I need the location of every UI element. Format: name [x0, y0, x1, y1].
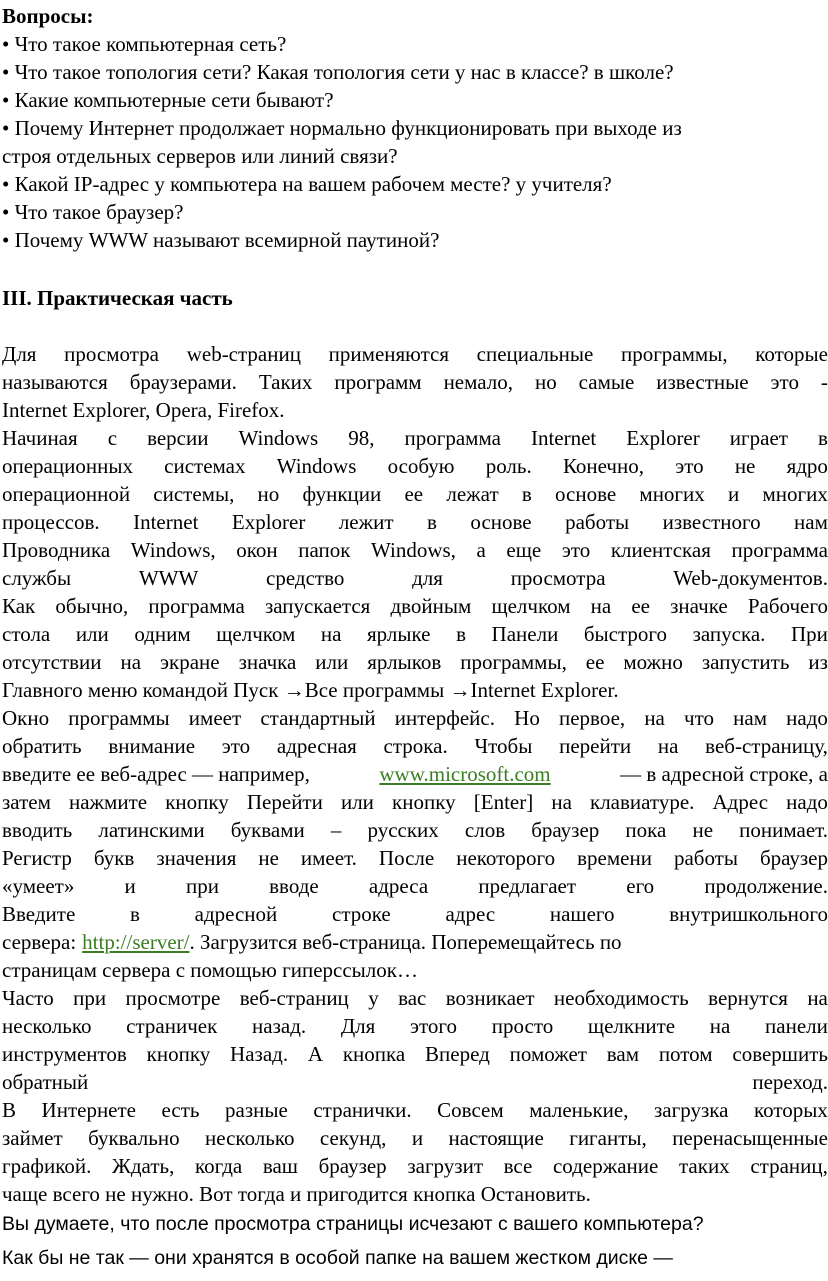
word: переход.	[752, 1070, 828, 1094]
word: окон	[236, 538, 278, 562]
word: просмотра	[64, 342, 160, 366]
word: службы	[2, 566, 72, 590]
word: интерфейс.	[394, 706, 495, 730]
word: латинскими	[98, 818, 205, 842]
word: операционной	[2, 482, 131, 506]
word: когда	[194, 1154, 243, 1178]
word: Вперед	[425, 1042, 490, 1066]
word: щелчком	[216, 622, 296, 646]
word: называются	[2, 370, 108, 394]
word: Рабочего	[747, 594, 828, 618]
word: многих	[762, 482, 828, 506]
word: стандартный	[260, 706, 376, 730]
word: не	[692, 818, 714, 842]
word: программа	[404, 426, 501, 450]
paragraph-line	[2, 704, 828, 732]
word: страничек	[126, 1014, 218, 1038]
word: буквами	[230, 818, 305, 842]
word: секунд,	[319, 1126, 387, 1150]
word: лежат	[446, 482, 499, 506]
word: немало,	[443, 370, 514, 394]
word: самые	[578, 370, 635, 394]
paragraph-line	[2, 732, 828, 760]
word: а	[476, 538, 486, 562]
question-item: • Что такое браузер?	[2, 200, 184, 224]
word: основе	[554, 482, 617, 506]
word: некоторого	[456, 846, 556, 870]
paragraph-line	[2, 1068, 828, 1096]
word: просто	[491, 1014, 554, 1038]
word: и	[728, 482, 740, 506]
word: графикой.	[2, 1154, 92, 1178]
paragraph-line	[2, 1040, 828, 1068]
word: можно	[623, 650, 683, 674]
word: в	[818, 426, 828, 450]
word: При	[791, 622, 828, 646]
paragraph-line: чаще всего не нужно. Вот тогда и пригодится кнопка Остановить.	[2, 1182, 591, 1206]
word: займет	[2, 1126, 63, 1150]
word: несколько	[205, 1126, 295, 1150]
paragraph-line	[2, 368, 828, 396]
word: содержание	[552, 1154, 659, 1178]
word: на	[320, 622, 342, 646]
question-item: • Почему WWW называют всемирной паутиной?	[2, 228, 440, 252]
paragraph-line	[2, 340, 828, 368]
word: А	[307, 1042, 324, 1066]
word: ее	[585, 650, 605, 674]
paragraph-line	[2, 872, 828, 900]
word: ваш	[262, 1154, 298, 1178]
word: Для	[340, 1014, 376, 1038]
word: значка	[238, 650, 297, 674]
word: гиганты,	[569, 1126, 647, 1150]
microsoft-link[interactable]: www.microsoft.com	[379, 762, 551, 786]
word: что	[684, 706, 714, 730]
word: ее	[631, 594, 650, 618]
word: Windows,	[130, 538, 216, 562]
word: есть	[161, 1098, 200, 1122]
question-item: • Какой IP-адрес у компьютера на вашем рабочем месте? у учителя?	[2, 172, 612, 196]
word: адреса	[368, 874, 429, 898]
word: значке	[670, 594, 728, 618]
paragraph-line	[2, 480, 828, 508]
word: все	[503, 1154, 533, 1178]
word: специальные	[476, 342, 594, 366]
word: системах	[164, 454, 246, 478]
word: совершить	[732, 1042, 828, 1066]
word: пока	[625, 818, 667, 842]
word: ее	[404, 482, 424, 506]
word: у	[368, 986, 379, 1010]
paragraph-line	[2, 424, 828, 452]
word: обычно,	[55, 594, 129, 618]
word: и	[411, 1126, 424, 1150]
word: быстрого	[583, 622, 668, 646]
word: версии	[147, 426, 209, 450]
word: продолжение.	[704, 874, 828, 898]
word: программ	[334, 370, 422, 394]
word: известного	[662, 510, 761, 534]
word: на	[657, 734, 679, 758]
word: Чтобы	[474, 734, 533, 758]
question-item: • Какие компьютерные сети бывают?	[2, 88, 334, 112]
word: основе	[470, 510, 532, 534]
word: Таких	[258, 370, 313, 394]
word: щелкните	[587, 1014, 676, 1038]
word: применяются	[328, 342, 449, 366]
word: Explorer	[626, 426, 700, 450]
paragraph-line: Internet Explorer, Opera, Firefox.	[2, 398, 285, 422]
word: в	[521, 482, 532, 506]
word: Перейти	[246, 790, 323, 814]
word: буквально	[88, 1126, 180, 1150]
word: отсутствии	[2, 650, 102, 674]
word: вернутся	[708, 986, 788, 1010]
word: В	[2, 1098, 17, 1122]
paragraph-line: страницам сервера с помощью гиперссылок…	[2, 958, 418, 982]
word: адрес	[445, 902, 496, 926]
word: браузер	[318, 1154, 387, 1178]
question-item: • Почему Интернет продолжает нормально функционировать при выходе из	[2, 116, 682, 140]
word: роль.	[485, 454, 532, 478]
word: таких	[678, 1154, 730, 1178]
text-segment: сервера:	[2, 930, 77, 954]
text-segment: — в адресной строке, а	[620, 762, 828, 786]
word: но	[534, 370, 557, 394]
paragraph-line	[2, 928, 828, 956]
word: разные	[225, 1098, 288, 1122]
word: слов	[464, 818, 506, 842]
word: панели	[765, 1014, 828, 1038]
paragraph-line: Как бы не так — они хранятся в особой папке на вашем жестком диске —	[2, 1247, 673, 1269]
word: для	[412, 566, 443, 590]
word: или	[75, 622, 109, 646]
word: двойным	[390, 594, 472, 618]
word: Назад.	[230, 1042, 289, 1066]
word: Окно	[2, 706, 50, 730]
word: ярлыке	[367, 622, 431, 646]
word: русских	[367, 818, 439, 842]
word: браузерами.	[129, 370, 237, 394]
word: с	[107, 426, 118, 450]
word: ярлыков	[367, 650, 442, 674]
word: в	[456, 622, 466, 646]
paragraph-line	[2, 620, 828, 648]
word: известные	[656, 370, 749, 394]
word: Windows	[238, 426, 319, 450]
word: при	[185, 874, 219, 898]
word: кнопка	[342, 1042, 406, 1066]
word: на	[590, 594, 612, 618]
paragraph-line	[2, 788, 828, 816]
word: его	[626, 874, 655, 898]
word: и	[124, 874, 136, 898]
question-item: • Что такое топология сети? Какая топология сети у нас в классе? в школе?	[2, 60, 674, 84]
word: программы	[68, 706, 170, 730]
question-item: строя отдельных серверов или линий связи?	[2, 144, 398, 168]
text-segment: введите ее веб-адрес — например,	[2, 762, 310, 786]
word: из	[808, 650, 828, 674]
word: просмотра	[510, 566, 606, 590]
word: Windows	[276, 454, 357, 478]
word: в	[427, 510, 437, 534]
word: времени	[577, 846, 652, 870]
word: Internet	[133, 510, 199, 534]
word: стола	[2, 622, 51, 646]
word: но	[257, 482, 280, 506]
word: многих	[639, 482, 705, 506]
paragraph-line	[2, 1152, 828, 1180]
word: Ждать,	[112, 1154, 175, 1178]
word: Как	[2, 594, 36, 618]
word: вводить	[2, 818, 73, 842]
word: кнопку	[392, 790, 456, 814]
word: работы	[565, 510, 630, 534]
word: не	[258, 846, 279, 870]
word: программы,	[460, 650, 567, 674]
word: Internet	[530, 426, 597, 450]
paragraph-line	[2, 536, 828, 564]
word: кнопку	[146, 1042, 211, 1066]
word: процессов.	[2, 510, 100, 534]
word: вводе	[269, 874, 319, 898]
word: надо	[786, 790, 828, 814]
word: на	[644, 706, 665, 730]
word: Введите	[2, 902, 76, 926]
word: значения	[156, 846, 237, 870]
word: системы,	[153, 482, 235, 506]
word: это	[561, 538, 591, 562]
word: в	[129, 902, 140, 926]
paragraph-line	[2, 564, 828, 592]
paragraph-line	[2, 760, 828, 788]
word: вам	[606, 1042, 640, 1066]
paragraph-line	[2, 844, 828, 872]
word: загрузит	[407, 1154, 483, 1178]
word: при	[73, 986, 107, 1010]
word: вас	[398, 986, 427, 1010]
word: веб-страницу,	[705, 734, 828, 758]
word: которые	[755, 342, 828, 366]
text-segment: . Загрузится веб-страница. Попеpемещайтесь по	[189, 930, 622, 954]
word: нашего	[549, 902, 615, 926]
word: предлагает	[478, 874, 577, 898]
word: обратный	[2, 1070, 89, 1094]
paragraph-line	[2, 452, 828, 480]
word: клавиатуре.	[590, 790, 695, 814]
word: загрузка	[654, 1098, 729, 1122]
word: Совсем	[437, 1098, 504, 1122]
word: Windows,	[371, 538, 456, 562]
word: Панели	[491, 622, 559, 646]
word: поможет	[509, 1042, 587, 1066]
word: 98,	[348, 426, 375, 450]
word: это	[221, 734, 251, 758]
word: строке	[332, 902, 391, 926]
word: обратить	[2, 734, 82, 758]
word: работы	[673, 846, 738, 870]
word: клиентская	[610, 538, 711, 562]
question-item: • Что такое компьютерная сеть?	[2, 32, 287, 56]
word: программа	[731, 538, 828, 562]
word: адресная	[276, 734, 357, 758]
section-title: III. Практическая часть	[2, 286, 233, 310]
paragraph-line	[2, 508, 828, 536]
word: внимание	[108, 734, 196, 758]
word: не	[734, 454, 756, 478]
word: браузер	[759, 846, 828, 870]
word: веб-страниц	[239, 986, 349, 1010]
paragraph-line	[2, 648, 828, 676]
word: перейти	[559, 734, 632, 758]
paragraph-line	[2, 816, 828, 844]
word: Web-документов.	[673, 566, 828, 590]
word: программа	[148, 594, 245, 618]
word: ядро	[786, 454, 828, 478]
word: несколько	[2, 1014, 92, 1038]
word: web-страниц	[186, 342, 301, 366]
word: одним	[134, 622, 191, 646]
word: которых	[754, 1098, 828, 1122]
word: кнопку	[165, 790, 229, 814]
word: еще	[506, 538, 542, 562]
word: папок	[298, 538, 351, 562]
word: –	[330, 818, 342, 842]
paragraph-line	[2, 984, 828, 1012]
word: первое,	[558, 706, 626, 730]
word: этого	[410, 1014, 458, 1038]
word: лежит	[338, 510, 394, 534]
word: Интернете	[41, 1098, 137, 1122]
paragraph-line	[2, 900, 828, 928]
word: это	[770, 370, 799, 394]
paragraph-line	[2, 1096, 828, 1124]
word: Проводника	[2, 538, 111, 562]
word: запуска.	[692, 622, 766, 646]
word: Для	[2, 342, 37, 366]
word: нам	[794, 510, 828, 534]
word: функции	[302, 482, 382, 506]
word: операционных	[2, 454, 133, 478]
word: экране	[160, 650, 220, 674]
word: или	[315, 650, 349, 674]
word: назад.	[252, 1014, 307, 1038]
word: средство	[266, 566, 345, 590]
word: потом	[658, 1042, 713, 1066]
word: [Enter]	[473, 790, 534, 814]
word: настоящие	[448, 1126, 544, 1150]
word: на	[807, 986, 828, 1010]
word: запускается	[264, 594, 371, 618]
word: Начиная	[2, 426, 78, 450]
word: «умеет»	[2, 874, 75, 898]
word: это	[675, 454, 704, 478]
word: Регистр	[2, 846, 72, 870]
word: Но	[514, 706, 540, 730]
paragraph-line	[2, 1012, 828, 1040]
word: щелчком	[491, 594, 571, 618]
word: Explorer	[231, 510, 306, 534]
word: Конечно,	[562, 454, 644, 478]
word: просмотре	[125, 986, 221, 1010]
word: на	[709, 1014, 731, 1038]
word: затем	[2, 790, 51, 814]
word: букв	[93, 846, 135, 870]
word: запустить	[701, 650, 790, 674]
word: Часто	[2, 986, 54, 1010]
word: надо	[786, 706, 828, 730]
word: на	[551, 790, 572, 814]
word: -	[820, 370, 828, 394]
word: После	[378, 846, 435, 870]
word: программы,	[620, 342, 728, 366]
word: маленькие,	[529, 1098, 629, 1122]
word: или	[340, 790, 374, 814]
word: внутришкольного	[669, 902, 828, 926]
word: нажмите	[68, 790, 148, 814]
word: необходимость	[553, 986, 689, 1010]
word: странички.	[313, 1098, 412, 1122]
word: адресной	[194, 902, 278, 926]
paragraph-line: Вы думаете, что после просмотра страницы исчезают с вашего компьютера?	[2, 1213, 704, 1235]
word: возникает	[445, 986, 535, 1010]
word: имеет.	[300, 846, 357, 870]
word: WWW	[138, 566, 199, 590]
paragraph-line: Главного меню командой Пуск →Все программы →Internet Explorer.	[2, 678, 619, 702]
word: особую	[387, 454, 455, 478]
paragraph-line	[2, 592, 828, 620]
word: перенасыщенные	[672, 1126, 828, 1150]
word: страниц,	[750, 1154, 828, 1178]
paragraph-line	[2, 1124, 828, 1152]
word: на	[120, 650, 142, 674]
word: понимает.	[739, 818, 828, 842]
word: строка.	[383, 734, 448, 758]
word: имеет	[188, 706, 242, 730]
word: инструментов	[2, 1042, 127, 1066]
word: браузер	[531, 818, 600, 842]
word: играет	[729, 426, 788, 450]
questions-heading: Вопросы:	[2, 4, 94, 28]
server-link[interactable]: http://server/	[82, 930, 190, 954]
word: нам	[733, 706, 768, 730]
word: Адрес	[712, 790, 769, 814]
